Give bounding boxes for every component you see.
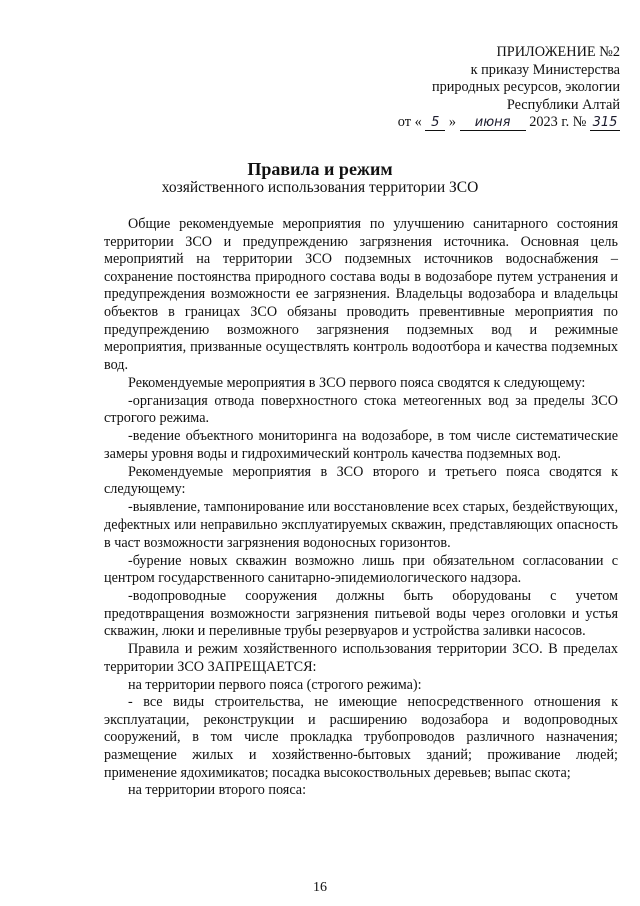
paragraph-monitoring-item: -ведение объектного мониторинга на водозаборе, в том числе систематические замеры уровня воды и гидрохимический контроль качества подземных вод.: [104, 428, 618, 462]
appendix-line-republic: Республики Алтай: [506, 96, 620, 113]
paragraph-first-belt-intro: Рекомендуемые мероприятия в ЗСО первого пояса сводятся к следующему:: [128, 374, 586, 391]
appendix-line-ministry: природных ресурсов, экологии: [431, 79, 620, 95]
order-number: 315: [590, 115, 620, 131]
paragraph-general-measures: Общие рекомендуемые мероприятия по улучшению санитарного состояния территории ЗСО и предупреждению загрязнения источника. Основная цель мероприятий на территории ЗСО подземных источников водоснабжения – сохранение постоянства природного состава воды в водозаборе путем устранения и предупреждения возможности ее загрязнения. Владельцы водозабора и владельцы объектов в границах ЗСО обязаны проводить превентивные мероприятия по предупреждению возможного загрязнения подземных вод и режимные мероприятия, призванные осуществлять контроль водоотбора и качества подземных вод.: [104, 216, 618, 373]
paragraph-wells-item: -выявление, тампонирование или восстановление всех старых, бездействующих, дефектных или неправильно эксплуатируемых скважин, представляющих опасность в част возможности загрязнения водоносных горизонтов.: [104, 499, 618, 551]
page-number: 16: [313, 880, 327, 895]
document-body: [104, 216, 618, 800]
date-day: 5: [425, 115, 445, 131]
paragraph-first-belt-heading: на территории первого пояса (строгого режима):: [128, 676, 422, 693]
date-month: июня: [460, 115, 526, 131]
appendix-header: [320, 44, 620, 132]
date-mid: »: [448, 114, 457, 130]
date-year: 2023 г. №: [529, 114, 587, 130]
appendix-date-line: [320, 114, 620, 132]
appendix-line-order: к приказу Министерства: [470, 61, 620, 78]
date-prefix: от «: [397, 114, 422, 130]
document-title: Правила и режим: [247, 159, 393, 179]
paragraph-facilities-item: -водопроводные сооружения должны быть оборудованы с учетом предотвращения возможности загрязнения питьевой воды через оголовки и устья скважин, люки и переливные трубы резервуаров и устройства заливки насосов.: [104, 588, 618, 640]
paragraph-second-third-belt-intro: Рекомендуемые мероприятия в ЗСО второго и третьего пояса сводятся к следующему:: [104, 463, 618, 498]
paragraph-prohibitions-intro: Правила и режим хозяйственного использования территории ЗСО. В пределах территории ЗСО ЗАПРЕЩАЕТСЯ:: [104, 641, 618, 675]
paragraph-first-belt-prohibitions: - все виды строительства, не имеющие непосредственного отношения к эксплуатации, реконструкции и расширению водозабора и водопроводных сооружений, в том числе прокладка трубопроводов различного назначения; размещение жилых и хозяйственно-бытовых зданий; проживание людей; применение ядохимикатов; посадка высокоствольных деревьев; выпас скота;: [104, 694, 618, 781]
paragraph-runoff-item: -организация отвода поверхностного стока метеогенных вод за пределы ЗСО строгого режима.: [104, 392, 618, 427]
appendix-title: ПРИЛОЖЕНИЕ №2: [496, 44, 620, 60]
document-subtitle: хозяйственного использования территории ЗСО: [161, 179, 479, 196]
paragraph-drilling-item: -бурение новых скважин возможно лишь при обязательном согласовании с центром государственного санитарно-эпидемиологического надзора.: [104, 552, 618, 587]
paragraph-second-belt-heading: на территории второго пояса:: [128, 782, 307, 799]
